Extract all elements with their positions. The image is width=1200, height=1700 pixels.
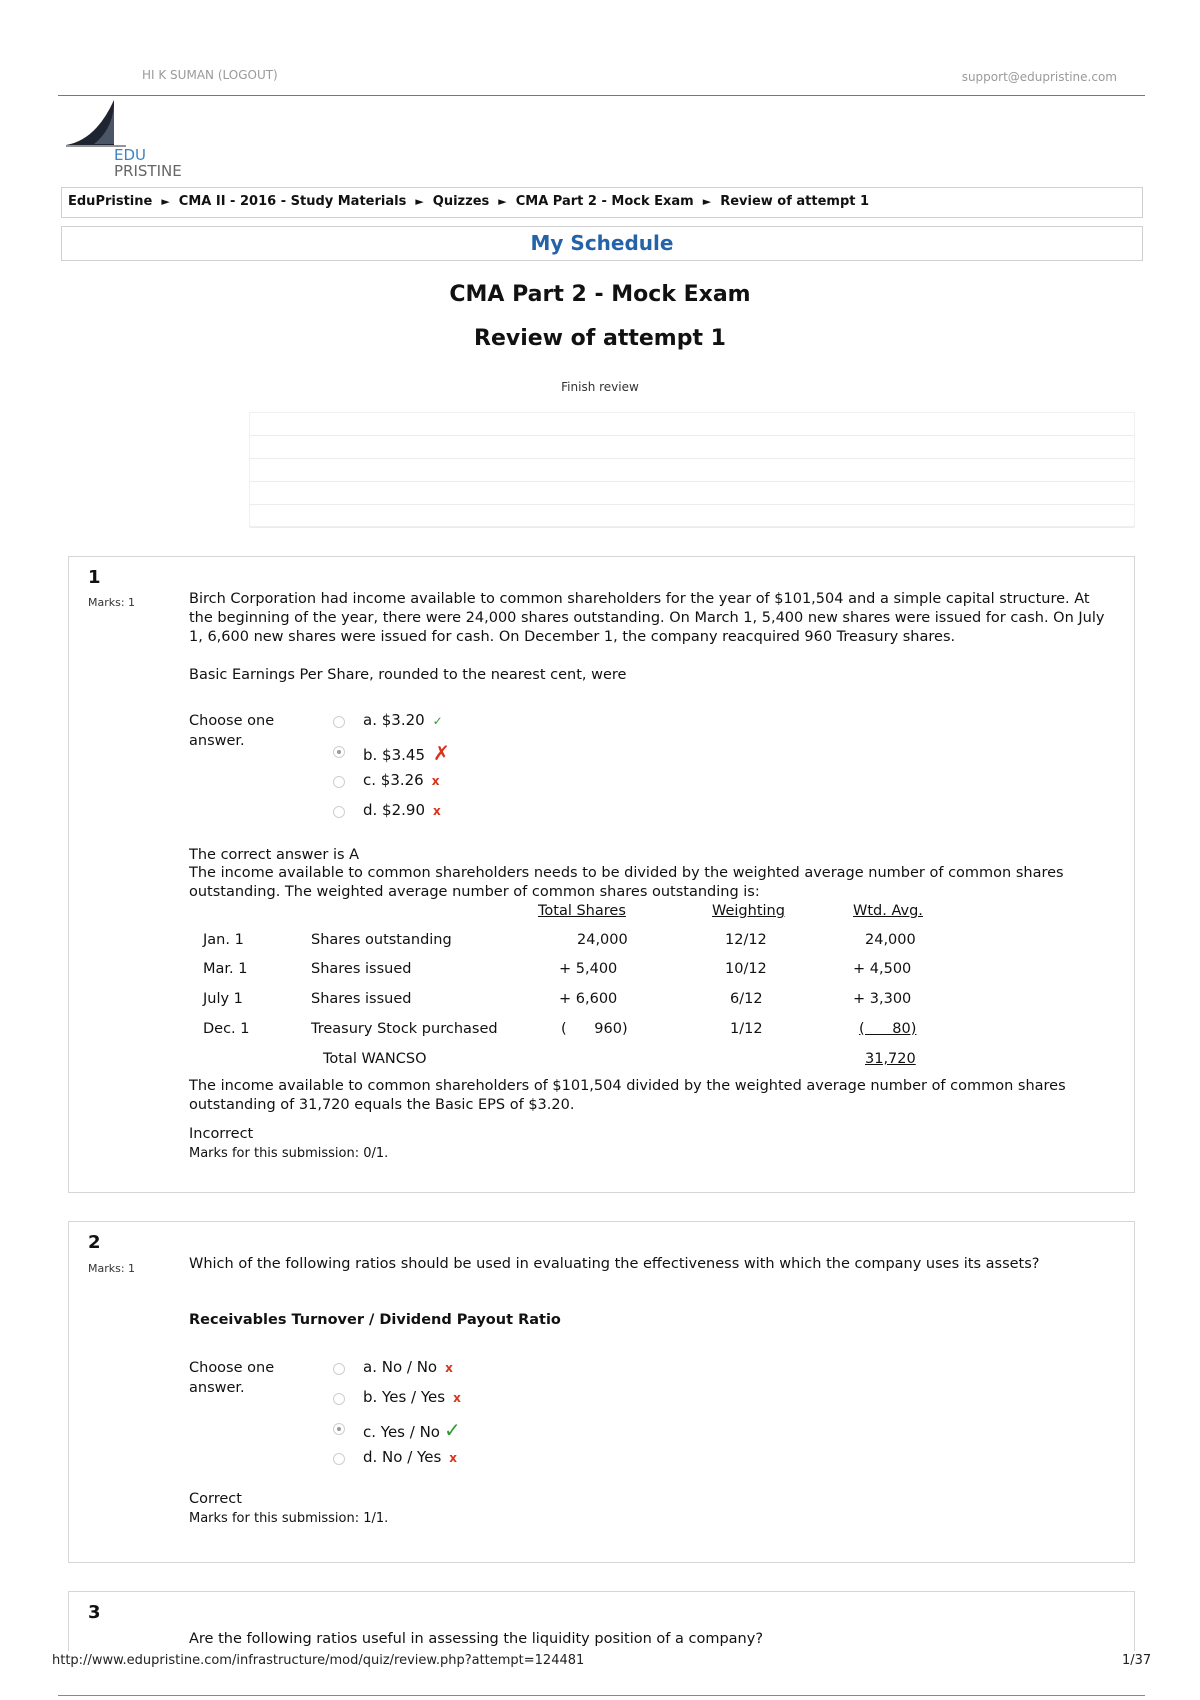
- calc-desc: Shares issued: [311, 991, 412, 1007]
- breadcrumb-separator-icon: ►: [702, 195, 712, 208]
- page-title: CMA Part 2 - Mock Exam: [449, 282, 751, 307]
- footer-url: http://www.edupristine.com/infrastructure/mod/quiz/review.php?attempt=124481: [52, 1653, 585, 1668]
- calc-header-total: Total Shares: [538, 903, 626, 919]
- checkmark-icon: ✓: [444, 1418, 461, 1442]
- calc-desc: Treasury Stock purchased: [311, 1021, 498, 1037]
- submission-marks: Marks for this submission: 1/1.: [189, 1511, 389, 1526]
- calc-desc: Shares outstanding: [311, 932, 452, 948]
- calc-total: ( 960): [561, 1021, 628, 1037]
- submission-marks: Marks for this submission: 0/1.: [189, 1146, 389, 1161]
- calc-date: July 1: [203, 991, 243, 1007]
- explanation-conclusion: The income available to common shareholders of $101,504 divided by the weighted average number of common shares outstanding of 31,720 equals the Basic EPS of $3.20.: [189, 1078, 1066, 1113]
- finish-review-link[interactable]: Finish review: [561, 380, 639, 394]
- nav-grid-row: [250, 436, 1134, 459]
- breadcrumb-item-quizzes[interactable]: Quizzes: [432, 194, 490, 209]
- quiz-navigation-grid: [249, 412, 1135, 527]
- logout-link[interactable]: HI K SUMAN (LOGOUT): [142, 68, 278, 82]
- option-label: a. No / No: [363, 1358, 438, 1376]
- calc-date: Mar. 1: [203, 961, 248, 977]
- calc-total: 24,000: [577, 932, 628, 948]
- breadcrumb-item-current: Review of attempt 1: [720, 194, 870, 209]
- result-status: Correct: [189, 1491, 242, 1507]
- logo-text-edu: EDU: [114, 146, 147, 164]
- calc-desc: Shares issued: [311, 961, 412, 977]
- option-label: c. Yes / No: [363, 1423, 440, 1441]
- radio-button[interactable]: [333, 716, 345, 728]
- calc-header-row: [189, 903, 989, 931]
- breadcrumb-item-course[interactable]: CMA II - 2016 - Study Materials: [178, 194, 407, 209]
- footer-divider: [58, 1695, 1145, 1696]
- calc-total-row: [189, 1051, 989, 1079]
- question-text: Which of the following ratios should be used in evaluating the effectiveness with which the company uses its assets?: [189, 1256, 1040, 1272]
- choose-one-label: Choose one answer.: [189, 1360, 275, 1396]
- nav-grid-row: [250, 505, 1134, 528]
- question-2: [68, 1221, 1135, 1563]
- cross-icon: x: [449, 1451, 458, 1465]
- question-text: Birch Corporation had income available to common shareholders for the year of $101,504 and a simple capital structure. At the beginning of the year, there were 24,000 shares outstanding. On March 1, 5,400 new shares were issued for cash. On July 1, 6,600 new shares were issued for cash. On December 1, the company reacquired 960 Treasury shares.: [189, 591, 1105, 645]
- choose-one-label: Choose one answer.: [189, 713, 275, 749]
- page-subtitle: Review of attempt 1: [474, 326, 726, 351]
- calc-weight: 1/12: [730, 1021, 763, 1037]
- result-status: Incorrect: [189, 1126, 254, 1142]
- correct-answer-line: The correct answer is A: [189, 847, 360, 863]
- question-subheading: Receivables Turnover / Dividend Payout Ratio: [189, 1312, 561, 1328]
- nav-grid-row: [250, 413, 1134, 436]
- calc-wtd: + 4,500: [853, 961, 912, 977]
- radio-button[interactable]: [333, 776, 345, 788]
- cross-icon: ✗: [433, 741, 450, 765]
- option-label: d. No / Yes: [363, 1448, 442, 1466]
- cross-icon: x: [453, 1391, 461, 1405]
- option-label: c. $3.26: [363, 771, 424, 789]
- calc-date: Jan. 1: [203, 932, 244, 948]
- cross-icon: x: [431, 774, 440, 788]
- calc-wtd: ( 80): [859, 1021, 917, 1037]
- radio-button-selected[interactable]: [333, 746, 345, 758]
- calc-weight: 10/12: [725, 961, 767, 977]
- calc-total: + 5,400: [559, 961, 618, 977]
- question-prompt: Basic Earnings Per Share, rounded to the nearest cent, were: [189, 667, 627, 683]
- breadcrumb-separator-icon: ►: [161, 195, 170, 208]
- radio-button[interactable]: [333, 806, 345, 818]
- cross-icon: x: [445, 1361, 453, 1375]
- calc-wtd: 24,000: [865, 932, 916, 948]
- breadcrumb-separator-icon: ►: [498, 195, 507, 208]
- cross-icon: x: [433, 804, 441, 818]
- breadcrumb-item-quiz[interactable]: CMA Part 2 - Mock Exam: [515, 194, 694, 209]
- calc-total: + 6,600: [559, 991, 618, 1007]
- checkmark-icon: ✓: [432, 714, 443, 728]
- question-marks: Marks: 1: [88, 1262, 136, 1275]
- footer-page-number: 1/37: [1122, 1653, 1152, 1668]
- explanation-text: The income available to common shareholders needs to be divided by the weighted average number of common shares outstanding. The weighted average number of common shares outstanding is:: [189, 865, 1064, 900]
- breadcrumb-item-home[interactable]: EduPristine: [68, 194, 153, 209]
- logo-text: [114, 147, 182, 179]
- calc-row: [189, 932, 989, 960]
- breadcrumb-separator-icon: ►: [415, 195, 424, 208]
- nav-grid-row: [250, 459, 1134, 482]
- calc-weight: 12/12: [725, 932, 767, 948]
- option-label: b. Yes / Yes: [363, 1388, 446, 1406]
- calc-date: Dec. 1: [203, 1021, 250, 1037]
- radio-button-selected[interactable]: [333, 1423, 345, 1435]
- question-3: [68, 1591, 1135, 1651]
- calc-wtd: + 3,300: [853, 991, 912, 1007]
- question-number: 1: [88, 567, 101, 588]
- calc-header-wtd: Wtd. Avg.: [853, 903, 923, 919]
- calc-row: [189, 1021, 989, 1049]
- question-number: 3: [88, 1602, 101, 1623]
- question-1: [68, 556, 1135, 1193]
- calc-total-label: Total WANCSO: [323, 1051, 427, 1067]
- question-number: 2: [88, 1232, 101, 1253]
- calc-total-value: 31,720: [865, 1051, 916, 1067]
- option-label: d. $2.90: [363, 801, 425, 819]
- option-label: a. $3.20: [363, 711, 425, 729]
- radio-button[interactable]: [333, 1453, 345, 1465]
- breadcrumb: [61, 187, 1143, 218]
- edupristine-logo[interactable]: [66, 100, 206, 185]
- nav-grid-row: [250, 482, 1134, 505]
- calc-row: [189, 991, 989, 1019]
- top-bar: [58, 60, 1145, 96]
- radio-button[interactable]: [333, 1363, 345, 1375]
- option-label: b. $3.45: [363, 746, 425, 764]
- calc-header-weighting: Weighting: [712, 903, 785, 919]
- logo-text-pristine: PRISTINE: [114, 162, 182, 180]
- calc-row: [189, 961, 989, 989]
- radio-button[interactable]: [333, 1393, 345, 1405]
- question-marks: Marks: 1: [88, 596, 136, 609]
- question-text: Are the following ratios useful in assessing the liquidity position of a company?: [189, 1631, 764, 1647]
- calc-weight: 6/12: [730, 991, 763, 1007]
- my-schedule-link[interactable]: My Schedule: [61, 226, 1143, 261]
- support-email-link[interactable]: support@edupristine.com: [961, 70, 1117, 84]
